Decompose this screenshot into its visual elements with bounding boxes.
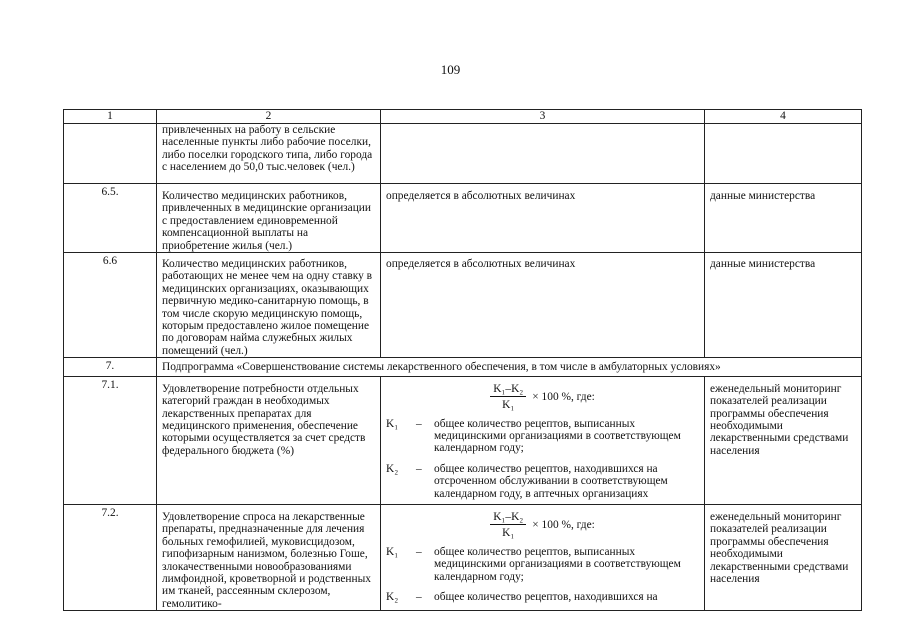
formula-denominator: K₁	[502, 399, 515, 412]
row-number: 6.6	[64, 253, 157, 358]
indicator-name: Количество медицинских работников, привлеченных в медицинские организации с предоставлением единовременной компенсационной выплаты на приобретение жилья (чел.)	[157, 184, 381, 253]
page-number: 109	[440, 62, 461, 77]
column-number: 3	[381, 110, 705, 124]
row-number: 6.5.	[64, 184, 157, 253]
data-source	[705, 124, 862, 184]
data-source: данные министерства	[705, 253, 862, 358]
calculation-method	[381, 124, 705, 184]
formula	[386, 511, 699, 540]
variable-description: общее количество рецептов, находившихся на	[434, 590, 658, 603]
indicator-name: Количество медицинских работников, работающих не менее чем на одну ставку в медицинских организациях, оказывающих первичную медико-санитарную помощь, в том числе скорую медицинскую помощь, которым предоставлено жилое помещение по договорам найма служебных жилых помещений (чел.)	[157, 253, 381, 358]
formula-fraction	[490, 511, 526, 540]
data-source: еженедельный мониторинг показателей реализации программы обеспечения необходимыми лекарственными средствами населения	[705, 504, 862, 610]
variable-symbol: K₂	[386, 462, 399, 475]
table-row	[64, 184, 862, 253]
table-row	[64, 253, 862, 358]
variable-symbol: K₁	[386, 545, 399, 558]
definition-dash: –	[416, 462, 422, 475]
variable-description: общее количество рецептов, находившихся на отсроченном обслуживании в соответствующем календарном году, в аптечных организациях	[434, 462, 668, 500]
indicator-name: привлеченных на работу в сельские населенные пункты либо рабочие поселки, либо поселки городского типа, либо города с населением до 50,0 тыс.человек (чел.)	[157, 124, 381, 184]
table-row	[64, 124, 862, 184]
subprogram-row	[64, 358, 862, 376]
indicator-name: Удовлетворение спроса на лекарственные препараты, предназначенные для лечения больных гемофилией, муковисцидозом, гипофизарным нанизмом, болезнью Гоше, злокачественными новообразованиями лимфоидной, кроветворной и родственных им тканей, рассеянным склерозом, гемолитико-	[157, 504, 381, 610]
definition-dash: –	[416, 590, 422, 603]
calculation-method: определяется в абсолютных величинах	[381, 184, 705, 253]
formula-tail: × 100 %, где:	[532, 390, 595, 403]
variable-description: общее количество рецептов, выписанных медицинскими организациями в соответствующем календарном году;	[434, 417, 681, 455]
variable-definition	[386, 546, 699, 583]
variable-definition	[386, 418, 699, 455]
table-row	[64, 376, 862, 504]
variable-description: общее количество рецептов, выписанных медицинскими организациями в соответствующем календарном году;	[434, 545, 681, 583]
variable-symbol: K₁	[386, 417, 399, 430]
indicator-name: Удовлетворение потребности отдельных категорий граждан в необходимых лекарственных препаратах для медицинского применения, обеспечение которыми осуществляется за счет средств федерального бюджета (%)	[157, 376, 381, 504]
column-number: 1	[64, 110, 157, 124]
definition-dash: –	[416, 417, 422, 430]
subprogram-title: Подпрограмма «Совершенствование системы лекарственного обеспечения, в том числе в амбулаторных условиях»	[157, 358, 862, 376]
table-row	[64, 504, 862, 610]
row-number: 7.1.	[64, 376, 157, 504]
formula-fraction	[490, 383, 526, 412]
row-number: 7.	[64, 358, 157, 376]
formula	[386, 383, 699, 412]
formula-numerator: K₁–K₂	[490, 511, 526, 525]
column-number-row	[64, 110, 862, 124]
row-number: 7.2.	[64, 504, 157, 610]
calculation-method	[381, 376, 705, 504]
formula-numerator: K₁–K₂	[490, 383, 526, 397]
formula-denominator: K₁	[502, 527, 515, 540]
formula-tail: × 100 %, где:	[532, 519, 595, 532]
calculation-method	[381, 504, 705, 610]
variable-symbol: K₂	[386, 590, 399, 603]
definition-dash: –	[416, 545, 422, 558]
calculation-method: определяется в абсолютных величинах	[381, 253, 705, 358]
data-source: еженедельный мониторинг показателей реализации программы обеспечения необходимыми лекарственными средствами населения	[705, 376, 862, 504]
row-number	[64, 124, 157, 184]
indicators-table	[63, 109, 862, 611]
column-number: 4	[705, 110, 862, 124]
column-number: 2	[157, 110, 381, 124]
variable-definition	[386, 591, 699, 603]
data-source: данные министерства	[705, 184, 862, 253]
variable-definition	[386, 463, 699, 500]
